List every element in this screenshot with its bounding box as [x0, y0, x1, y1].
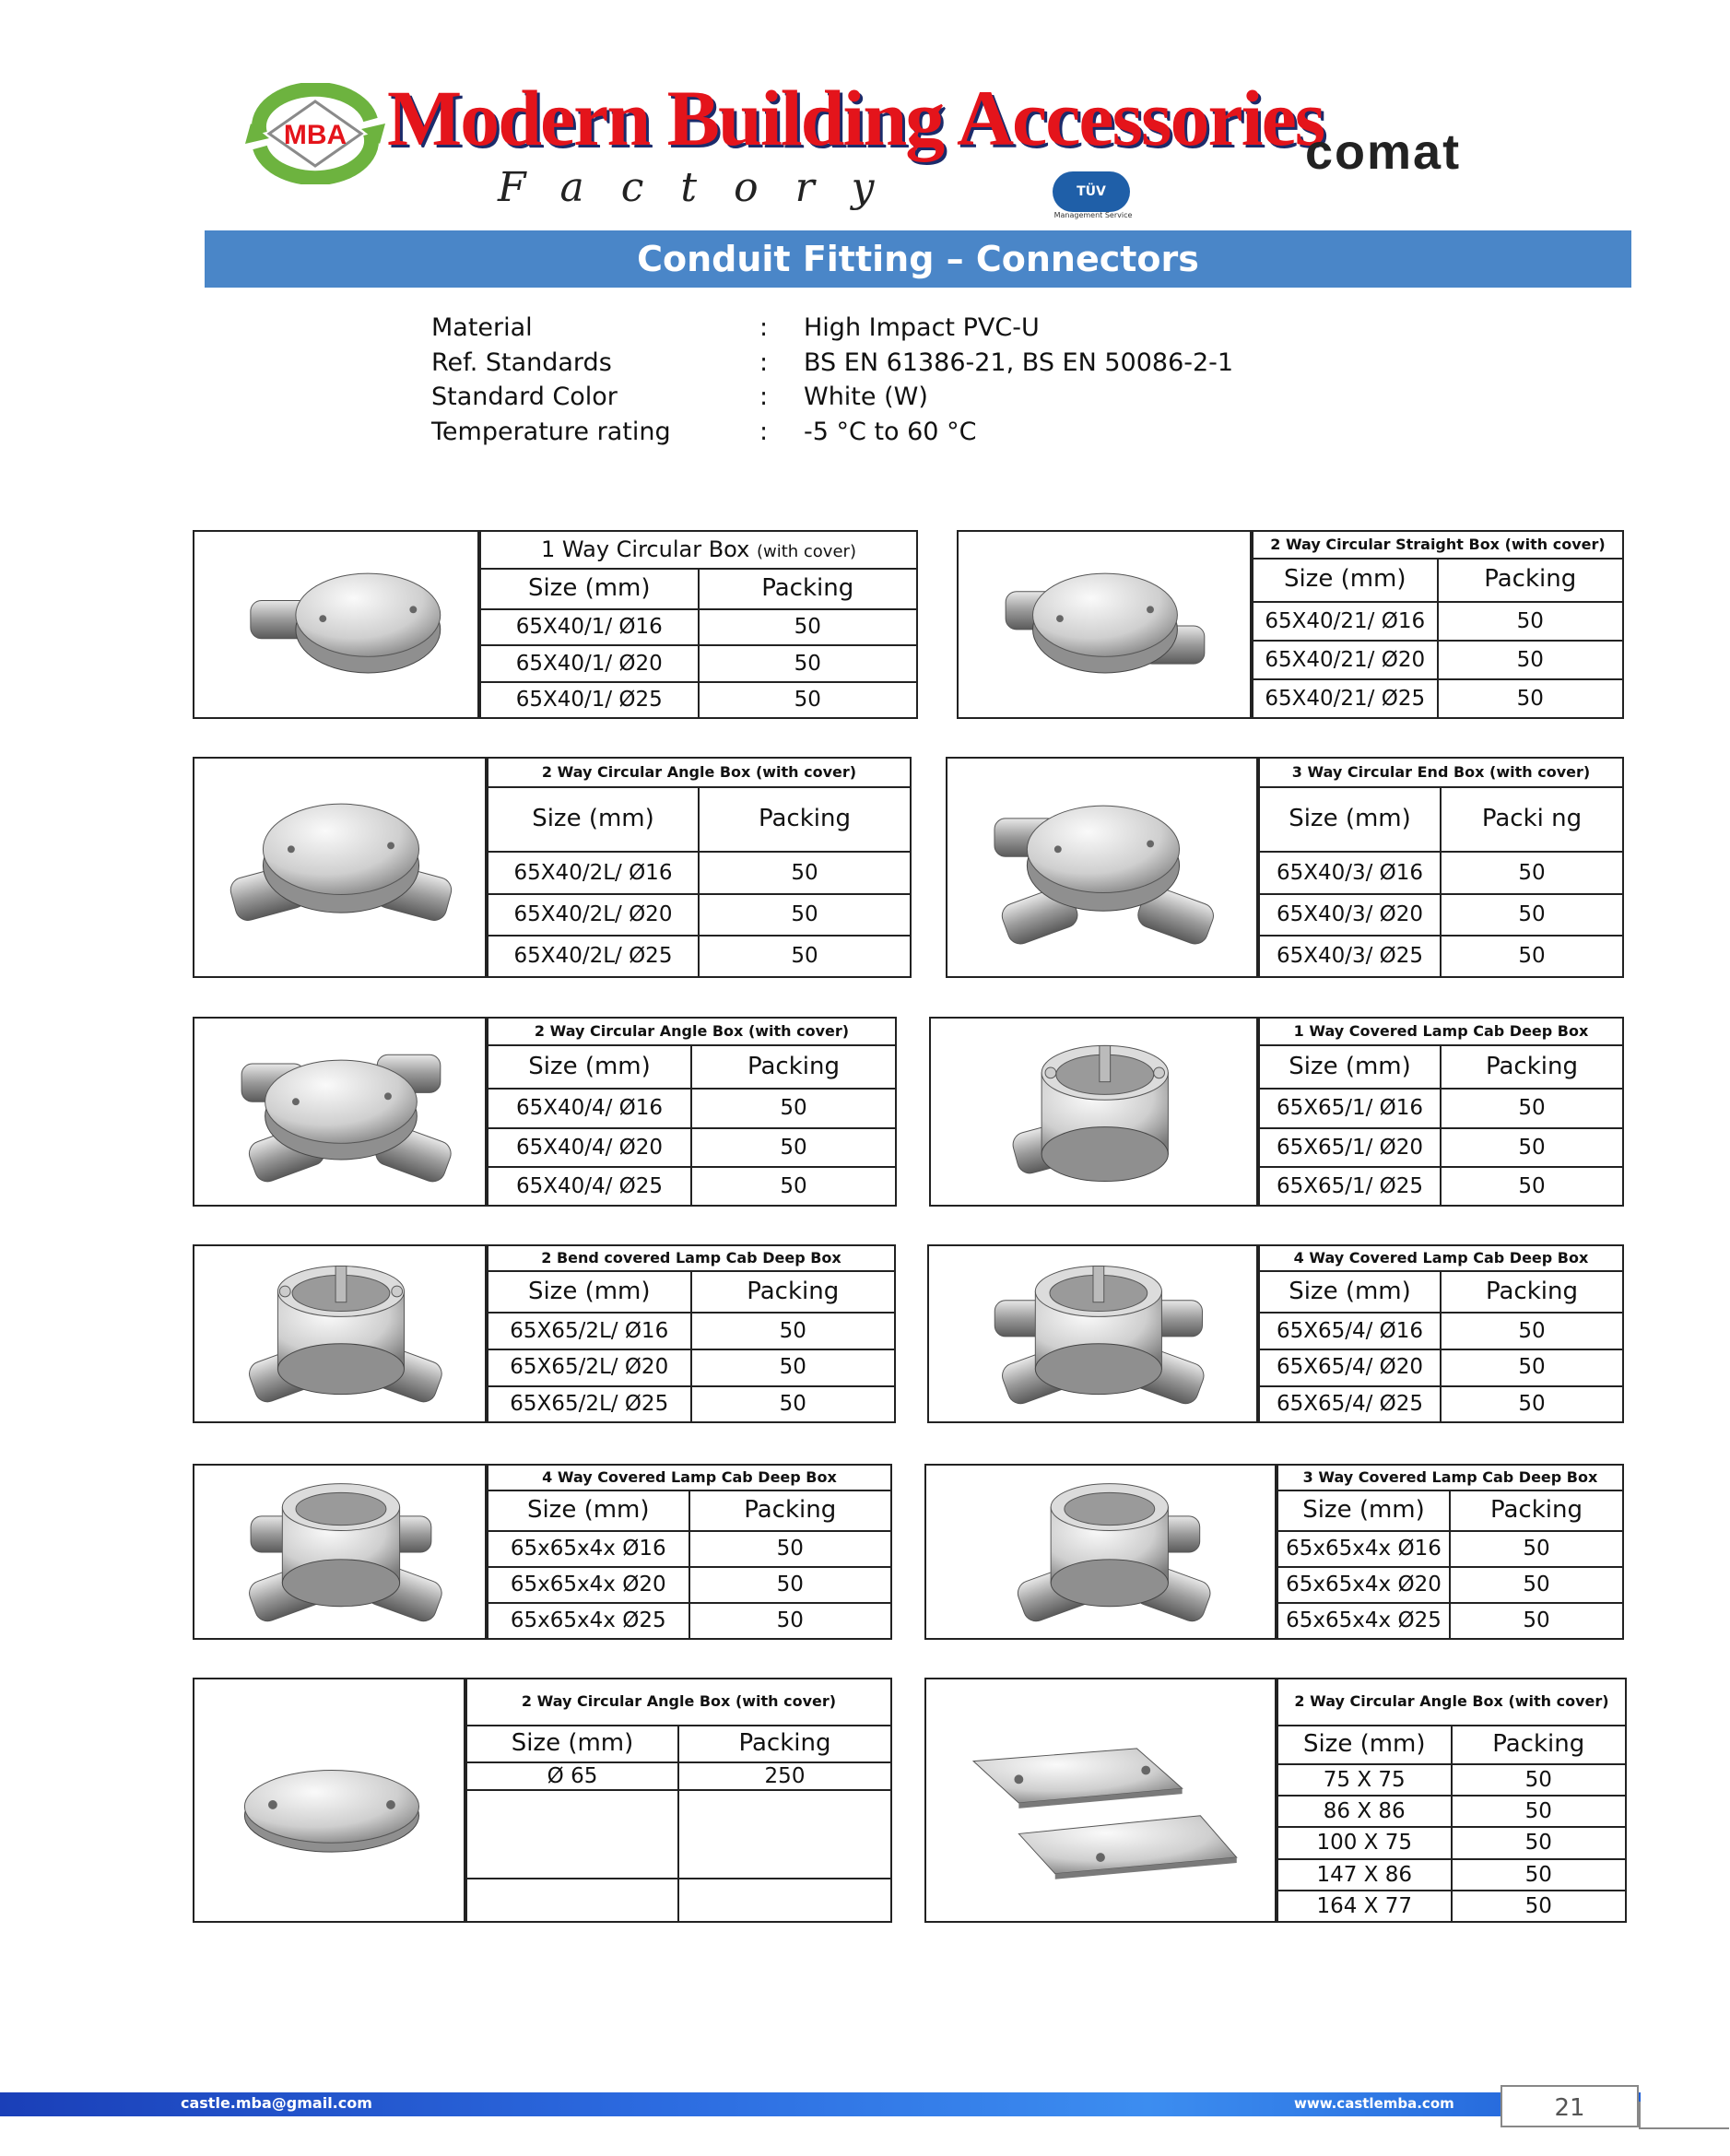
packing-cell: 50: [691, 1386, 895, 1421]
product-block: [193, 1678, 892, 1923]
column-header-packing: Packi ng: [1441, 787, 1622, 852]
packing-cell: 50: [699, 936, 910, 976]
column-header-size: Size (mm): [488, 1045, 691, 1090]
size-cell: 65X65/4/ Ø16: [1259, 1313, 1441, 1349]
table-row: [488, 1313, 894, 1349]
table-row: [1253, 641, 1622, 679]
packing-cell: 50: [699, 894, 910, 937]
packing-cell: 50: [1441, 1167, 1622, 1205]
product-image: [194, 1679, 465, 1921]
size-cell: 65X40/4/ Ø16: [488, 1089, 691, 1127]
table-row: [1277, 1859, 1625, 1891]
column-header-packing: Packing: [689, 1490, 891, 1531]
product-table: [479, 532, 916, 717]
table-row: [480, 682, 916, 717]
product-title: 2 Way Circular Angle Box (with cover): [1277, 1679, 1625, 1726]
product-table: [1258, 759, 1622, 976]
column-header-packing: Packing: [1438, 559, 1623, 602]
table-row: [488, 1128, 895, 1167]
product-image: [959, 532, 1252, 717]
product-image: [194, 1246, 487, 1421]
spec-value: -5 °C to 60 °C: [804, 417, 977, 446]
size-cell: 65X40/2L/ Ø16: [488, 852, 699, 894]
size-cell: 65X40/21/ Ø25: [1253, 679, 1438, 717]
product-title: 1 Way Covered Lamp Cab Deep Box: [1259, 1019, 1622, 1045]
product-block: [957, 530, 1624, 719]
packing-cell: 50: [1441, 1386, 1622, 1421]
product-block: [193, 1464, 892, 1640]
size-cell: 65x65x4x Ø25: [1277, 1603, 1450, 1638]
deep-box-3way-icon: [926, 1466, 1275, 1638]
product-image: [947, 759, 1258, 976]
product-image: [926, 1466, 1277, 1638]
spec-separator: :: [759, 417, 769, 446]
product-title: 2 Way Circular Angle Box (with cover): [488, 759, 910, 787]
product-table: [487, 1019, 895, 1205]
box-4way-icon: [194, 1019, 485, 1205]
round-cover-icon: [194, 1679, 464, 1921]
product-image: [931, 1019, 1258, 1205]
table-row: [480, 609, 916, 645]
table-row: [1259, 1349, 1622, 1386]
size-cell: 65X65/4/ Ø20: [1259, 1349, 1441, 1386]
packing-cell: 50: [691, 1089, 895, 1127]
column-header-size: Size (mm): [488, 787, 699, 852]
size-cell: 65x65x4x Ø25: [488, 1603, 689, 1638]
column-header-packing: Packing: [1441, 1045, 1622, 1090]
product-block: [929, 1017, 1624, 1207]
product-title-text: 1 Way Circular Box: [541, 536, 750, 562]
packing-cell: 50: [1441, 1128, 1622, 1167]
packing-cell: 250: [678, 1762, 890, 1790]
product-table: [487, 1466, 890, 1638]
packing-cell: 50: [699, 609, 917, 645]
size-cell: 65X65/1/ Ø20: [1259, 1128, 1441, 1167]
mba-logo: [241, 83, 389, 184]
size-cell: 65X65/1/ Ø16: [1259, 1089, 1441, 1127]
table-row: [488, 894, 910, 937]
packing-cell: 50: [1441, 1089, 1622, 1127]
spec-value: High Impact PVC-U: [804, 313, 1040, 342]
size-cell: 100 X 75: [1277, 1827, 1452, 1858]
column-header-size: Size (mm): [488, 1490, 689, 1531]
brand-subtitle: Factory: [498, 164, 912, 211]
column-header-packing: Packing: [678, 1726, 890, 1762]
column-header-size: Size (mm): [1277, 1490, 1450, 1531]
table-row: [1277, 1531, 1622, 1567]
spec-separator: :: [759, 313, 769, 342]
spec-separator: :: [759, 348, 769, 377]
table-row: [1277, 1827, 1625, 1858]
spec-label: Ref. Standards: [431, 348, 612, 377]
size-cell: 65X40/1/ Ø25: [480, 682, 699, 717]
column-header-size: Size (mm): [1253, 559, 1438, 602]
packing-cell: 50: [691, 1167, 895, 1205]
size-cell: 65X65/4/ Ø25: [1259, 1386, 1441, 1421]
size-cell: 65X65/2L/ Ø20: [488, 1349, 691, 1386]
product-table: [1252, 532, 1622, 717]
size-cell: [466, 1879, 678, 1921]
product-block: [193, 530, 918, 719]
size-cell: 65X65/2L/ Ø16: [488, 1313, 691, 1349]
footer-website[interactable]: www.castlemba.com: [1294, 2095, 1454, 2112]
table-row: [1277, 1764, 1625, 1796]
size-cell: 75 X 75: [1277, 1764, 1452, 1796]
product-image: [926, 1679, 1277, 1921]
size-cell: 65x65x4x Ø20: [1277, 1567, 1450, 1603]
column-header-size: Size (mm): [1259, 1271, 1441, 1313]
size-cell: 65X40/2L/ Ø20: [488, 894, 699, 937]
box-2way-angle-icon: [194, 759, 485, 976]
table-row: [1253, 602, 1622, 641]
product-title: 2 Way Circular Straight Box (with cover): [1253, 532, 1622, 559]
packing-cell: 50: [699, 645, 917, 681]
table-row: [1277, 1567, 1622, 1603]
product-title: 2 Way Circular Angle Box (with cover): [488, 1019, 895, 1045]
packing-cell: 50: [691, 1349, 895, 1386]
product-block: [193, 1244, 896, 1423]
table-row: [1253, 679, 1622, 717]
size-cell: 65x65x4x Ø16: [1277, 1531, 1450, 1567]
column-header-packing: Packing: [1441, 1271, 1622, 1313]
product-table: [465, 1679, 890, 1921]
column-header-size: Size (mm): [1277, 1726, 1452, 1764]
packing-cell: 50: [689, 1603, 891, 1638]
brand-title: Modern Building Accessories: [387, 74, 1324, 162]
packing-cell: 50: [1452, 1764, 1626, 1796]
product-title: 3 Way Covered Lamp Cab Deep Box: [1277, 1466, 1622, 1490]
packing-cell: 50: [1452, 1891, 1626, 1921]
packing-cell: 50: [1438, 602, 1623, 641]
packing-cell: 50: [1441, 1313, 1622, 1349]
size-cell: 86 X 86: [1277, 1796, 1452, 1827]
deep-box-1way-icon: [931, 1019, 1256, 1205]
table-row: [1277, 1603, 1622, 1638]
product-image: [194, 532, 479, 717]
page-title: Conduit Fitting – Connectors: [205, 230, 1631, 288]
tuv-badge: TÜV: [1053, 171, 1130, 212]
packing-cell: 50: [1438, 641, 1623, 679]
table-row: [466, 1762, 890, 1790]
size-cell: Ø 65: [466, 1762, 678, 1790]
product-image: [929, 1246, 1258, 1421]
spec-value: BS EN 61386-21, BS EN 50086-2-1: [804, 348, 1234, 377]
product-table: [487, 1246, 894, 1421]
box-2way-straight-icon: [959, 532, 1250, 717]
deep-box-4way-b-icon: [194, 1466, 485, 1638]
deep-box-4way-icon: [929, 1246, 1256, 1421]
packing-cell: 50: [1441, 936, 1622, 976]
packing-cell: 50: [1452, 1827, 1626, 1858]
packing-cell: 50: [1438, 679, 1623, 717]
product-title: 2 Bend covered Lamp Cab Deep Box: [488, 1246, 894, 1271]
table-row: [488, 1089, 895, 1127]
size-cell: 65X40/4/ Ø20: [488, 1128, 691, 1167]
table-row: [1259, 852, 1622, 894]
table-row: [1259, 1313, 1622, 1349]
size-cell: [466, 1790, 678, 1879]
product-table: [1277, 1679, 1625, 1921]
product-title: 3 Way Circular End Box (with cover): [1259, 759, 1622, 787]
column-header-size: Size (mm): [1259, 1045, 1441, 1090]
spec-separator: :: [759, 383, 769, 411]
packing-cell: 50: [1441, 852, 1622, 894]
product-title: 4 Way Covered Lamp Cab Deep Box: [488, 1466, 890, 1490]
packing-cell: 50: [691, 1313, 895, 1349]
size-cell: 65x65x4x Ø16: [488, 1531, 689, 1567]
size-cell: 65X40/1/ Ø16: [480, 609, 699, 645]
product-block: [193, 1017, 897, 1207]
table-row: [488, 1531, 890, 1567]
table-row: [1259, 894, 1622, 937]
tuv-subtitle: Management Service: [1053, 211, 1133, 219]
product-block: [924, 1464, 1624, 1640]
spec-value: White (W): [804, 383, 928, 411]
square-cover-icon: [926, 1679, 1275, 1921]
packing-cell: 50: [1452, 1796, 1626, 1827]
product-image: [194, 759, 487, 976]
brand-block: [387, 72, 1324, 211]
product-title: [480, 532, 916, 569]
table-row: [488, 1167, 895, 1205]
page-number-decoration: [1639, 2102, 1729, 2129]
packing-cell: [678, 1879, 890, 1921]
product-table: [1258, 1246, 1622, 1421]
packing-cell: 50: [1452, 1859, 1626, 1891]
mba-logo-text: MBA: [283, 120, 347, 150]
product-table: [1277, 1466, 1622, 1638]
packing-cell: 50: [691, 1128, 895, 1167]
table-row: [488, 1386, 894, 1421]
column-header-size: Size (mm): [480, 569, 699, 609]
packing-cell: 50: [1450, 1603, 1622, 1638]
size-cell: 65x65x4x Ø20: [488, 1567, 689, 1603]
product-title: 2 Way Circular Angle Box (with cover): [466, 1679, 890, 1726]
size-cell: 65X65/2L/ Ø25: [488, 1386, 691, 1421]
column-header-packing: Packing: [699, 569, 917, 609]
packing-cell: 50: [699, 852, 910, 894]
column-header-size: Size (mm): [488, 1271, 691, 1313]
product-title-note: (with cover): [756, 541, 856, 561]
product-block: [193, 757, 912, 978]
packing-cell: 50: [1450, 1567, 1622, 1603]
table-row: [1277, 1796, 1625, 1827]
packing-cell: 50: [1441, 894, 1622, 937]
packing-cell: 50: [699, 682, 917, 717]
size-cell: 65X40/4/ Ø25: [488, 1167, 691, 1205]
size-cell: 147 X 86: [1277, 1859, 1452, 1891]
spec-label: Material: [431, 313, 533, 342]
column-header-packing: Packing: [691, 1271, 895, 1313]
spec-label: Standard Color: [431, 383, 618, 411]
column-header-packing: Packing: [1450, 1490, 1622, 1531]
table-row: [480, 645, 916, 681]
size-cell: 65X40/3/ Ø16: [1259, 852, 1441, 894]
column-header-packing: Packing: [699, 787, 910, 852]
packing-cell: 50: [689, 1567, 891, 1603]
table-row: [1259, 1089, 1622, 1127]
size-cell: 65X40/21/ Ø16: [1253, 602, 1438, 641]
size-cell: 65X40/21/ Ø20: [1253, 641, 1438, 679]
packing-cell: 50: [689, 1531, 891, 1567]
page-number: 21: [1501, 2085, 1639, 2127]
recycle-arrows-icon: [241, 83, 389, 184]
table-row: [1259, 936, 1622, 976]
size-cell: 65X40/3/ Ø20: [1259, 894, 1441, 937]
table-row: [488, 1567, 890, 1603]
column-header-packing: Packing: [691, 1045, 895, 1090]
packing-cell: 50: [1450, 1531, 1622, 1567]
table-row: [1259, 1167, 1622, 1205]
table-row: [1277, 1891, 1625, 1921]
table-row: [1259, 1128, 1622, 1167]
product-table: [1258, 1019, 1622, 1205]
table-row: [488, 852, 910, 894]
size-cell: 65X40/2L/ Ø25: [488, 936, 699, 976]
deep-box-2bend-icon: [194, 1246, 485, 1421]
packing-cell: 50: [1441, 1349, 1622, 1386]
product-image: [194, 1466, 487, 1638]
size-cell: 65X65/1/ Ø25: [1259, 1167, 1441, 1205]
table-row: [488, 1349, 894, 1386]
product-image: [194, 1019, 487, 1205]
box-1way-icon: [194, 532, 477, 717]
packing-cell: [678, 1790, 890, 1879]
comat-logo: comat: [1305, 124, 1462, 180]
footer-email[interactable]: castle.mba@gmail.com: [181, 2094, 372, 2112]
spec-label: Temperature rating: [431, 417, 671, 446]
column-header-size: Size (mm): [466, 1726, 678, 1762]
product-block: [946, 757, 1624, 978]
box-3way-icon: [947, 759, 1256, 976]
column-header-packing: Packing: [1452, 1726, 1626, 1764]
table-row: [488, 936, 910, 976]
table-row: [1259, 1386, 1622, 1421]
product-block: [927, 1244, 1624, 1423]
product-table: [487, 759, 910, 976]
product-title: 4 Way Covered Lamp Cab Deep Box: [1259, 1246, 1622, 1271]
column-header-size: Size (mm): [1259, 787, 1441, 852]
table-row: [466, 1790, 890, 1879]
table-row: [488, 1603, 890, 1638]
table-row: [466, 1879, 890, 1921]
size-cell: 65X40/1/ Ø20: [480, 645, 699, 681]
size-cell: 65X40/3/ Ø25: [1259, 936, 1441, 976]
size-cell: 164 X 77: [1277, 1891, 1452, 1921]
product-block: [924, 1678, 1627, 1923]
